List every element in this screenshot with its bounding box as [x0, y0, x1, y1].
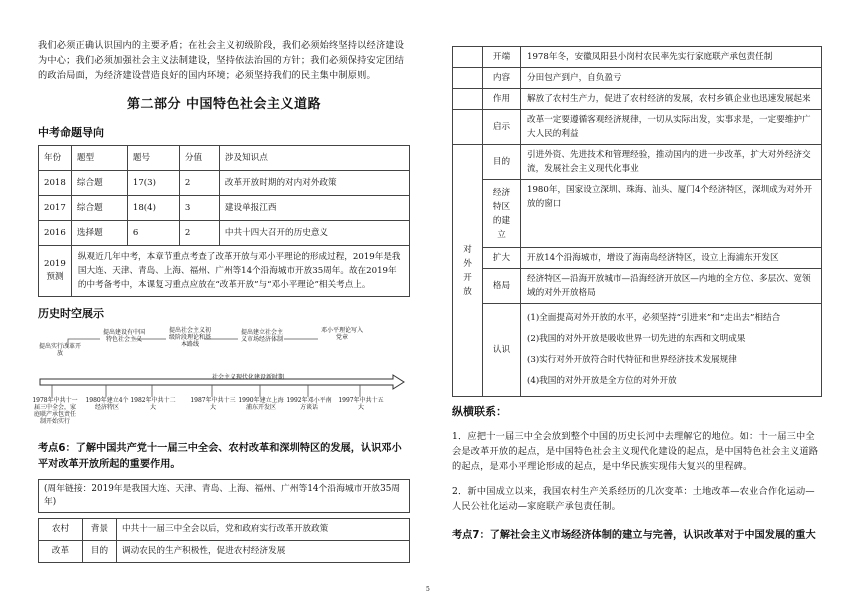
table-cell: 格局	[483, 269, 521, 304]
timeline-bottom-label: 1990年建立上海浦东开发区	[238, 397, 284, 411]
timeline-bottom-label: 1980年建立4个经济特区	[85, 397, 129, 411]
forecast-row	[39, 246, 410, 297]
table-cell: 综合题	[71, 196, 127, 221]
history-timeline	[32, 327, 410, 427]
table-cell: 1978年冬，安徽凤阳县小岗村农民率先实行家庭联产承包责任制	[521, 47, 822, 68]
table-cell: 改革	[39, 541, 83, 563]
intro-paragraph: 我们必须正确认识国内的主要矛盾；在社会主义初级阶段，我们必须始终坚持以经济建设为中心；我们必须加强社会主义法制建设，坚持依法治国的方针；我们必须保持安定团结的政治局面，为经济建设营造良好的国内环境；必须坚持我们的民主集中制原则。	[38, 40, 405, 81]
table-cell: 农村	[39, 519, 83, 541]
table-row	[39, 196, 410, 221]
table-cell: 扩大	[483, 248, 521, 269]
table-row	[453, 145, 822, 180]
header-cell: 题型	[71, 146, 127, 171]
empty-cell	[453, 110, 483, 145]
table-cell: 18(4)	[127, 196, 179, 221]
list-item: (3)实行对外开放符合时代特征和世界经济技术发展规律	[527, 355, 737, 365]
table-row	[453, 180, 822, 248]
table-row	[453, 110, 822, 145]
table-row	[39, 221, 410, 246]
timeline-bottom-label: 1982年中共十二大	[130, 397, 176, 411]
table-cell: 内容	[483, 68, 521, 89]
table-row	[453, 47, 822, 68]
table-row	[453, 304, 822, 397]
table-cell: 开放14个沿海城市，增设了海南岛经济特区，设立上海浦东开发区	[521, 248, 822, 269]
table-row	[453, 68, 822, 89]
list-item: (1)全面提高对外开放的水平，必须坚持“引进来”和“走出去”相结合	[527, 313, 781, 323]
reform-opening-table	[452, 46, 822, 397]
timeline-top-label: 邓小平理论写入党章	[320, 327, 363, 341]
rural-reform-table	[38, 518, 410, 563]
table-cell: 6	[127, 221, 179, 246]
table-cell: 中共十四大召开的历史意义	[219, 221, 409, 246]
table-row	[453, 248, 822, 269]
timeline-top-label: 提出建设有中国特色社会主义	[102, 329, 145, 343]
empty-cell	[453, 47, 483, 68]
table-cell: 引进外资、先进技术和管理经验，推动国内的进一步改革，扩大对外经济交流，发展社会主义现代化事业	[521, 145, 822, 180]
timeline-top-label: 提出社会主义初级阶段理论和基本路线	[168, 327, 211, 348]
left-column	[32, 38, 410, 563]
timeline-heading: 历史时空展示	[38, 307, 104, 320]
vertical-links-paragraph: 1．应把十一届三中全会放到整个中国的历史长河中去理解它的地位。如：十一届三中全会是改革开放的起点，是中国特色社会主义现代化建设的起点，是中国特色社会主义道路的起点，是邓小平理论形成的起点，是中华民族实现伟大复兴的里程碑。	[452, 431, 819, 472]
list-item: (4)我国的对外开放是全方位的对外开放	[527, 376, 677, 386]
timeline-bottom-label: 1997年中共十五大	[338, 397, 384, 411]
header-cell: 涉及知识点	[219, 146, 409, 171]
table-cell: 背景	[83, 519, 117, 541]
table-cell: 改革一定要遵循客观经济规律，一切从实际出发，实事求是，一定要维护广大人民的利益	[521, 110, 822, 145]
header-cell: 题号	[127, 146, 179, 171]
table-cell: 认识	[483, 304, 521, 397]
table-cell: 3	[179, 196, 219, 221]
table-cell: 解放了农村生产力，促进了农村经济的发展，农村乡镇企业也迅速发展起来	[521, 89, 822, 110]
table-row	[453, 89, 822, 110]
table-cell: 综合题	[71, 171, 127, 196]
key-point-7-title: 考点7：了解社会主义市场经济体制的建立与完善，认识改革对于中国发展的重大	[452, 530, 816, 541]
table-row	[39, 541, 410, 563]
table-cell: 调动农民的生产积极性，促进农村经济发展	[117, 541, 410, 563]
timeline-bottom-label: 1978年中共十一届三中全会，家庭联产承包责任制开始实行	[32, 397, 78, 425]
table-cell: 启示	[483, 110, 521, 145]
table-cell: 经济特区—沿海开放城市—沿海经济开放区—内地的全方位、多层次、宽领域的对外开放格局	[521, 269, 822, 304]
table-cell: 2	[179, 171, 219, 196]
list-item: (2)我国的对外开放是吸收世界一切先进的东西和文明成果	[527, 334, 746, 344]
table-row	[39, 171, 410, 196]
table-cell: 选择题	[71, 221, 127, 246]
timeline-bottom-label: 1992年邓小平南方谈话	[286, 397, 332, 411]
vertical-links-heading: 纵横联系：	[452, 405, 507, 418]
table-cell: 1980年，国家设立深圳、珠海、汕头、厦门4个经济特区，深圳成为对外开放的窗口	[521, 180, 822, 248]
page-number: 5	[426, 586, 430, 593]
table-row	[39, 519, 410, 541]
table-cell: 分田包产到户，自负盈亏	[521, 68, 822, 89]
table-cell: 2016	[39, 221, 72, 246]
timeline-bottom-label: 1987年中共十三大	[190, 397, 236, 411]
table-cell: 中共十一届三中全会以后，党和政府实行改革开放政策	[117, 519, 410, 541]
table-cell: 17(3)	[127, 171, 179, 196]
part-title: 第二部分 中国特色社会主义道路	[126, 97, 322, 112]
timeline-top-label: 提出建立社会主义市场经济体制	[240, 329, 283, 343]
table-cell: 2	[179, 221, 219, 246]
table-cell: 经济特区的建立	[483, 180, 521, 248]
table-cell	[521, 304, 822, 397]
table-cell: 改革开放时期的对内对外政策	[219, 171, 409, 196]
opening-label: 对外开放	[453, 145, 483, 397]
right-column	[452, 46, 822, 544]
header-cell: 年份	[39, 146, 72, 171]
exam-guide-table	[38, 145, 410, 297]
table-cell: 2018	[39, 171, 72, 196]
forecast-text: 纵观近几年中考，本章节重点考查了改革开放与邓小平理论的形成过程，2019年是我国大连、天津、青岛、上海、福州、广州等14个沿海城市开放35周年。故在2019年的中考备考中，本课复习重点应放在“改革开放”与“邓小平理论”相关考点上。	[71, 246, 409, 297]
exam-guide-heading: 中考命题导向	[38, 126, 104, 139]
table-cell: 作用	[483, 89, 521, 110]
table-row	[453, 269, 822, 304]
table-cell: 建设单报江西	[219, 196, 409, 221]
table-cell: 开端	[483, 47, 521, 68]
header-cell: 分值	[179, 146, 219, 171]
anniversary-note: (周年链接：2019年是我国大连、天津、青岛、上海、福州、广州等14个沿海城市开放35周年)	[38, 479, 410, 513]
table-cell: 目的	[83, 541, 117, 563]
timeline-top-label: 提出实行改革开放	[38, 343, 81, 357]
forecast-label: 2019预测	[39, 246, 72, 297]
table-cell: 目的	[483, 145, 521, 180]
vertical-links-paragraph: 2．新中国成立以来，我国农村生产关系经历的几次变革：土地改革—农业合作化运动—人民公社化运动—家庭联产承包责任制。	[452, 486, 815, 512]
table-cell: 2017	[39, 196, 72, 221]
empty-cell	[453, 89, 483, 110]
key-point-6-title: 考点6：了解中国共产党十一届三中全会、农村改革和深圳特区的发展，认识邓小平对改革开放所起的重要作用。	[38, 443, 402, 470]
timeline-period-label: 社会主义现代化建设新时期	[211, 374, 284, 381]
table-header-row	[39, 146, 410, 171]
empty-cell	[453, 68, 483, 89]
